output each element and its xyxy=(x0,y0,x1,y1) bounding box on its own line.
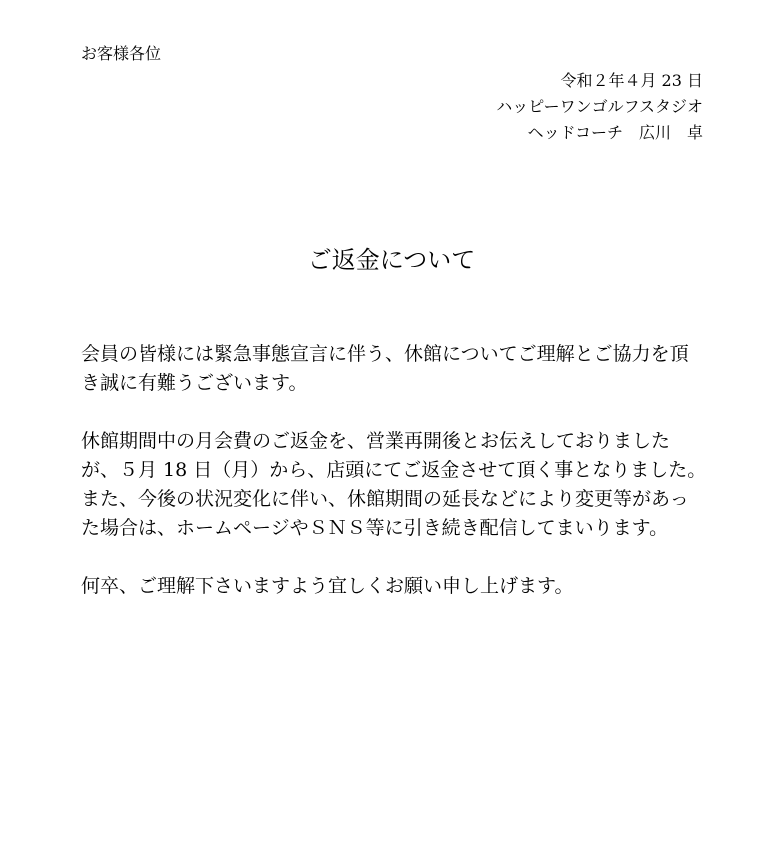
paragraph-refund: 休館期間中の月会費のご返金を、営業再開後とお伝えしておりましたが、５月 18 日（月）から、店頭にてご返金させて頂く事となりました。 xyxy=(81,430,707,481)
letter-body xyxy=(81,340,707,601)
letter-date: 令和２年４月 23 日 xyxy=(560,71,703,90)
sender-block xyxy=(496,71,703,149)
organization-name: ハッピーワンゴルフスタジオ xyxy=(496,97,703,116)
paragraph-thanks: 会員の皆様には緊急事態宣言に伴う、休館についてご理解とご協力を頂き誠に有難うございます。 xyxy=(81,343,689,394)
addressee: お客様各位 xyxy=(81,44,162,63)
paragraph-updates: また、今後の状況変化に伴い、休館期間の延長などにより変更等があった場合は、ホームページやＳＮＳ等に引き続き配信してまいります。 xyxy=(81,488,689,539)
paragraph-closing: 何卒、ご理解下さいますよう宜しくお願い申し上げます。 xyxy=(81,575,574,597)
letter-title: ご返金について xyxy=(307,246,476,274)
signatory: ヘッドコーチ 広川 卓 xyxy=(527,123,703,142)
